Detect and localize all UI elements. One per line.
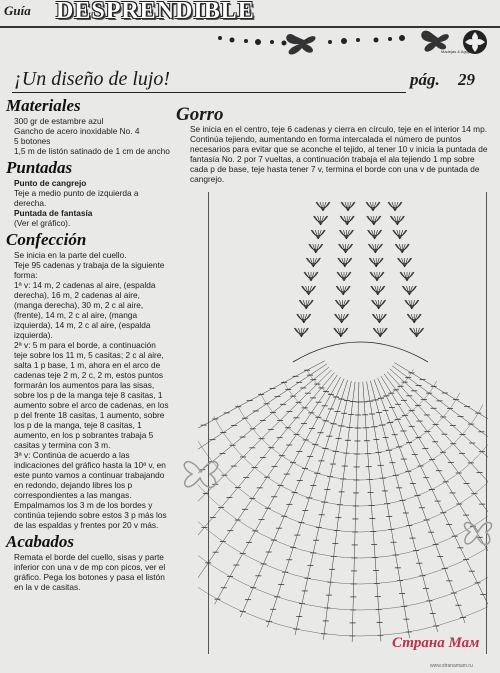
stitch-stroke: [414, 328, 417, 337]
stitch-stroke: [397, 216, 403, 225]
stitch-stroke: [321, 216, 327, 225]
acabados-text: Remata el borde del cuello, sisas y parte inferior con una v de mp con picos, ver el gráfico. Pega los botones y pasa el listón en la v de casitas.: [14, 552, 166, 592]
stitch-stroke: [409, 286, 415, 295]
stitch-stroke: [347, 216, 353, 225]
stitch-stroke: [375, 286, 378, 295]
stitch-stroke: [407, 272, 413, 281]
stitch-stroke: [323, 202, 329, 211]
stitch-column: [215, 377, 341, 604]
page-number: 29: [458, 70, 475, 89]
puntada-2-title: Puntada de fantasía: [14, 208, 93, 218]
stitch-stroke: [404, 272, 407, 281]
stitch-column: [394, 363, 488, 497]
stitch-stroke: [371, 272, 377, 281]
butterfly-garland-icon: [180, 28, 500, 62]
stitch-stroke: [376, 300, 379, 309]
stitch-stroke: [395, 202, 401, 211]
confeccion-heading: Confección: [6, 230, 87, 249]
stitch-stroke: [345, 258, 348, 267]
stitch-stroke: [309, 286, 315, 295]
materiales-line: 5 botones: [14, 136, 51, 146]
stitch-stroke: [369, 244, 375, 253]
stitch-stroke: [344, 216, 347, 225]
stitch-stroke: [374, 216, 377, 225]
stitch-stroke: [338, 328, 341, 337]
stitch-stroke: [342, 314, 348, 323]
stitch-stroke: [318, 230, 321, 239]
stitch-stroke: [304, 314, 307, 323]
stitch-stroke: [377, 272, 380, 281]
stitch-stroke: [412, 300, 415, 309]
stitch-stroke: [373, 202, 376, 211]
stitch-stroke: [345, 258, 351, 267]
page-label: pág.: [410, 70, 440, 89]
stitch-column: [323, 382, 355, 640]
page-subtitle: ¡Un diseño de lujo!: [14, 68, 171, 90]
stitch-stroke: [335, 328, 341, 337]
stitch-stroke: [377, 328, 380, 337]
stitch-stroke: [368, 216, 374, 225]
stitch-stroke: [369, 230, 375, 239]
row-arc: [214, 416, 488, 506]
stitch-stroke: [348, 202, 351, 211]
row-arc: [198, 452, 488, 584]
stitch-stroke: [320, 202, 323, 211]
stitch-stroke: [346, 230, 352, 239]
stitch-stroke: [371, 216, 374, 225]
stitch-stroke: [339, 258, 345, 267]
stitch-stroke: [303, 300, 306, 309]
materiales-line: Gancho de acero inoxidable No. 4: [14, 126, 140, 136]
stitch-column: [374, 379, 465, 623]
stitch-stroke: [396, 244, 402, 253]
stitch-stroke: [343, 230, 346, 239]
stitch-stroke: [316, 244, 322, 253]
stitch-column: [240, 379, 344, 617]
stitch-stroke: [306, 286, 309, 295]
watermark-brand: Страна Мам: [392, 635, 480, 651]
header-title: DESPRENDIBLE: [56, 0, 255, 24]
stitch-stroke: [313, 258, 319, 267]
stitch-stroke: [342, 202, 348, 211]
stitch-stroke: [306, 300, 309, 309]
confeccion-line: 1ª v: 14 m, 2 cadenas al aire, (espalda derecha), 16 m, 2 cadenas al aire, (manga derecha), 30 m, 2 c al aire, (frente), 14 m, 2 c al aire, (manga izquierda), 14 m, 2 c al aire, (espalda izquierda).: [14, 280, 156, 340]
stitch-stroke: [341, 272, 344, 281]
stitch-stroke: [408, 314, 414, 323]
stitch-stroke: [395, 202, 398, 211]
stitch-stroke: [343, 244, 346, 253]
stitch-stroke: [379, 300, 385, 309]
stitch-stroke: [316, 244, 319, 253]
stitch-stroke: [375, 230, 378, 239]
gorro-text: Se inicia en el centro, teje 6 cadenas y cierra en círculo, teje en el interior 14 mp. Continúa tejiendo, aumentando en forma intercalada el número de puntos necesarios para evitar que se aconche el tejido, al tener 10 v inicia la puntada de fantasía No. 2 por 7 vueltas, a continuación trabaja el ala tejiendo 1 mp sobre cada p de base, teje hasta tener 7 v, termina el borde con una v de puntada de cangrejo.: [190, 124, 488, 184]
stitch-stroke: [400, 230, 406, 239]
stitch-stroke: [399, 244, 402, 253]
butterfly-icon: [460, 512, 496, 552]
stitch-stroke: [375, 244, 381, 253]
brand-small-text: Madejas & Agujas: [441, 49, 474, 54]
stitch-stroke: [312, 230, 318, 239]
stitch-stroke: [414, 314, 417, 323]
stitch-stroke: [373, 314, 379, 323]
stitch-stroke: [300, 300, 306, 309]
confeccion-line: 3ª v: Continúa de acuerdo a las indicaciones del gráfico hasta la 10ª v, en este punto vamos a continuar trabajando en redondo, dejando libres los p correspondientes a las mangas. Empalmamos los 3 m de los bordes y continúa tejiendo sobre estos 3 p más los de las espaldas y frentes por 20 v más.: [14, 450, 167, 530]
stitch-stroke: [394, 216, 397, 225]
stitch-stroke: [379, 314, 385, 323]
stitch-stroke: [337, 286, 343, 295]
stitch-stroke: [315, 230, 318, 239]
stitch-stroke: [344, 272, 350, 281]
stitch-stroke: [341, 328, 347, 337]
stitch-stroke: [310, 244, 316, 253]
stitch-stroke: [346, 244, 349, 253]
stitch-stroke: [407, 272, 410, 281]
stitch-stroke: [374, 272, 377, 281]
yoke-arc: [293, 342, 428, 362]
stitch-stroke: [403, 286, 409, 295]
stitch-stroke: [406, 300, 412, 309]
stitch-stroke: [402, 258, 405, 267]
stitch-column: [367, 381, 410, 637]
stitch-stroke: [318, 216, 321, 225]
stitch-stroke: [308, 272, 311, 281]
stitch-stroke: [317, 202, 323, 211]
materiales-line: 1,5 m de listón satinado de 1 cm de ancho: [14, 146, 170, 156]
materiales-heading: Materiales: [6, 96, 81, 115]
puntada-1-title: Punto de cangrejo: [14, 178, 87, 188]
stitch-stroke: [401, 272, 407, 281]
stitch-stroke: [340, 244, 346, 253]
stitch-stroke: [377, 272, 383, 281]
stitch-stroke: [414, 314, 420, 323]
stitch-stroke: [372, 244, 375, 253]
stitch-stroke: [310, 258, 313, 267]
stitch-stroke: [417, 328, 420, 337]
stitch-stroke: [376, 314, 379, 323]
stitch-stroke: [409, 286, 412, 295]
stitch-stroke: [373, 202, 379, 211]
stitch-stroke: [341, 328, 344, 337]
stitch-stroke: [343, 286, 346, 295]
stitch-stroke: [376, 258, 382, 267]
stitch-stroke: [338, 272, 344, 281]
stitch-column: [352, 382, 359, 642]
stitch-stroke: [313, 258, 316, 267]
row-arc: [237, 405, 483, 480]
stitch-stroke: [342, 300, 345, 309]
row-arc: [307, 369, 414, 402]
subtitle-rule: [12, 92, 406, 93]
stitch-stroke: [380, 328, 386, 337]
stitch-stroke: [409, 300, 412, 309]
stitch-stroke: [304, 314, 310, 323]
left-column: [6, 94, 170, 592]
row-arc: [198, 440, 488, 558]
stitch-stroke: [397, 216, 400, 225]
stitch-stroke: [389, 202, 395, 211]
stitch-stroke: [378, 286, 381, 295]
stitch-stroke: [344, 272, 347, 281]
stitch-stroke: [406, 286, 409, 295]
stitch-stroke: [318, 230, 324, 239]
stitch-stroke: [372, 286, 378, 295]
stitch-stroke: [303, 286, 309, 295]
stitch-stroke: [375, 230, 381, 239]
watermark-url: www.stranamam.ru: [430, 663, 473, 669]
stitch-stroke: [394, 230, 400, 239]
stitch-stroke: [311, 272, 314, 281]
stitch-stroke: [399, 258, 405, 267]
confeccion-line: Se inicia en la parte del cuello.: [14, 250, 127, 260]
stitch-column: [267, 380, 347, 627]
stitch-stroke: [321, 216, 324, 225]
puntadas-heading: Puntadas: [6, 158, 73, 177]
puntada-1-text: Teje a medio punto de izquierda a derecha.: [14, 188, 139, 208]
stitch-stroke: [313, 244, 316, 253]
row-arc: [283, 381, 436, 428]
stitch-stroke: [301, 328, 307, 337]
stitch-stroke: [342, 258, 345, 267]
stitch-stroke: [397, 230, 400, 239]
stitch-stroke: [411, 314, 414, 323]
stitch-stroke: [391, 216, 397, 225]
stitch-stroke: [411, 328, 417, 337]
stitch-column: [363, 382, 381, 641]
stitch-stroke: [376, 258, 379, 267]
page-header: [0, 0, 500, 62]
stitch-stroke: [298, 314, 304, 323]
stitch-stroke: [315, 216, 321, 225]
puntada-2-text: (Ver el gráfico).: [14, 218, 71, 228]
stitch-stroke: [392, 202, 395, 211]
confeccion-line: 2ª v: 5 m para el borde, a continuación teje sobre los 11 m, 5 casitas; 2 c al aire, salta 1 p base, 1 m, ahora en el arco de cadenas teje 2 m, 2 c, 2 m, estos puntos formarán los aumentos para las sisas, sobre los p de la manga teje 8 casitas, 1 aumento sobre el arco de cadenas, en los p del frente 18 casitas, 1 aumento, sobre los p de la manga, teje 8 casitas, 1 aumento, en los p sobrantes trabaja 5 casitas y termina con 3 m.: [14, 340, 169, 450]
stitch-stroke: [347, 216, 350, 225]
stitch-stroke: [307, 258, 313, 267]
stitch-stroke: [402, 244, 405, 253]
confeccion-line: Teje 95 cadenas y trabaja de la siguiente forma:: [14, 260, 165, 280]
stitch-stroke: [373, 258, 376, 267]
stitch-stroke: [379, 314, 382, 323]
stitch-stroke: [305, 272, 311, 281]
stitch-stroke: [348, 202, 354, 211]
stitch-stroke: [375, 244, 378, 253]
gorro-heading: Gorro: [176, 104, 224, 125]
stitch-stroke: [346, 230, 349, 239]
stitch-stroke: [306, 300, 312, 309]
stitch-stroke: [309, 286, 312, 295]
stitch-stroke: [373, 300, 379, 309]
stitch-stroke: [346, 244, 352, 253]
stitch-stroke: [400, 230, 403, 239]
stitch-stroke: [340, 286, 343, 295]
acabados-heading: Acabados: [6, 532, 74, 551]
stitch-stroke: [405, 258, 411, 267]
stitch-stroke: [370, 258, 376, 267]
stitch-stroke: [336, 314, 342, 323]
crochet-symbol-chart: [198, 192, 488, 654]
stitch-stroke: [412, 300, 418, 309]
stitch-stroke: [323, 202, 326, 211]
stitch-stroke: [379, 300, 382, 309]
stitch-stroke: [340, 230, 346, 239]
stitch-stroke: [336, 300, 342, 309]
stitch-stroke: [378, 286, 384, 295]
stitch-stroke: [342, 300, 348, 309]
stitch-stroke: [339, 314, 342, 323]
stitch-stroke: [345, 202, 348, 211]
stitch-stroke: [405, 258, 408, 267]
materiales-line: 300 gr de estambre azul: [14, 116, 104, 126]
stitch-stroke: [370, 202, 373, 211]
stitch-stroke: [342, 314, 345, 323]
stitch-stroke: [367, 202, 373, 211]
butterfly-icon: [178, 452, 224, 494]
row-arc: [198, 464, 488, 610]
stitch-stroke: [295, 328, 301, 337]
stitch-stroke: [343, 286, 349, 295]
stitch-stroke: [339, 300, 342, 309]
stitch-stroke: [301, 314, 304, 323]
stitch-column: [370, 381, 437, 632]
stitch-stroke: [372, 230, 375, 239]
stitch-stroke: [374, 328, 380, 337]
stitch-stroke: [301, 328, 304, 337]
stitch-stroke: [341, 216, 347, 225]
stitch-column: [378, 378, 488, 612]
stitch-stroke: [417, 328, 423, 337]
stitch-stroke: [380, 328, 383, 337]
stitch-stroke: [374, 216, 380, 225]
stitch-stroke: [402, 244, 408, 253]
stitch-stroke: [298, 328, 301, 337]
stitch-stroke: [311, 272, 317, 281]
guia-label: Guía: [4, 3, 31, 18]
stitch-column: [295, 381, 351, 635]
